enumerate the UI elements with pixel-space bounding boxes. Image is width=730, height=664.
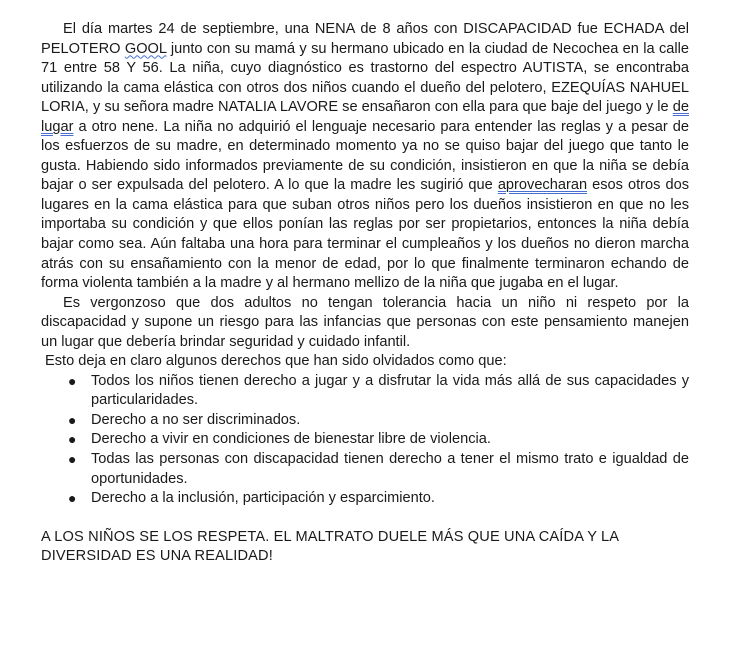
list-item (68, 430, 689, 450)
bullet-icon: ● (68, 431, 77, 448)
list-item (68, 450, 689, 489)
phrase-de-lugar: de lugar (41, 99, 689, 135)
paragraph-incident-part2: junto con su mamá y su hermano ubicado en la ciudad de Necochea en la calle 71 entre 58 Y 56. La niña, cuyo diagnóstico es trastorno del espectro AUTISTA, se encontraba utilizando la cama elástica con otros dos niños cuando el dueño del pelotero, EZEQUÍAS NAHUEL LORIA, y su señora madre NATALIA LAVORE se ensañaron con ella para que baje del juego y le (41, 40, 689, 116)
right-text: Todas las personas con discapacidad tienen derecho a tener el mismo trato e igualdad de oportunidades. (91, 451, 689, 487)
list-item (68, 372, 689, 411)
right-text: Todos los niños tienen derecho a jugar y a disfrutar la vida más allá de sus capacidades y particularidades. (91, 372, 689, 409)
rights-intro: Esto deja en claro algunos derechos que han sido olvidados como que: (45, 353, 507, 370)
bullet-icon: ● (68, 411, 77, 428)
list-item (68, 489, 689, 509)
right-text: Derecho a la inclusión, participación y esparcimiento. (91, 490, 435, 507)
right-text: Derecho a no ser discriminados. (91, 411, 301, 428)
document-body (41, 20, 689, 567)
paragraph-incident-part4: esos otros dos lugares en la cama elástica para que suban otros niños pero los dueños insistieron en que no les importaba su condición y que ellos ponían las reglas por ser propietarios, entonces la niña debía bajar como sea. Aún faltaba una hora para terminar el cumpleaños y los dueños no dieron marcha atrás con su ensañamiento con la menor de edad, por lo que finalmente terminaron echando de forma violenta también a la madre y al hermano mellizo de la niña que jugaba en el lugar. (41, 177, 689, 292)
paragraph-opinion: Es vergonzoso que dos adultos no tengan tolerancia hacia un niño ni respeto por la discapacidad y supone un riesgo para las infancias que personas con este pensamiento manejen un lugar que debería brindar seguridad y cuidado infantil. (41, 294, 689, 350)
paragraph-incident-part3: a otro nene. La niña no adquirió el lenguaje necesario para entender las reglas y a pesar de los esfuerzos de su madre, en determinado momento ya no se quiso bajar del juego que tanto le gusta. Habiendo sido informados previamente de su condición, insistieron en que la niña se debía bajar o ser expulsada del pelotero. A lo que la madre les sugirió que (41, 118, 689, 194)
list-item (68, 411, 689, 431)
bullet-icon: ● (68, 451, 77, 468)
bullet-icon: ● (68, 490, 77, 507)
word-aprovecharan: aprovecharan (497, 177, 588, 194)
rights-list (41, 372, 689, 509)
closing-statement: A LOS NIÑOS SE LOS RESPETA. EL MALTRATO DUELE MÁS QUE UNA CAÍDA Y LA DIVERSIDAD ES UNA REALIDAD! (41, 528, 619, 565)
right-text: Derecho a vivir en condiciones de bienestar libre de violencia. (91, 431, 491, 448)
word-gool: GOOL (124, 40, 167, 57)
paragraph-incident (41, 20, 689, 294)
bullet-icon: ● (68, 372, 77, 389)
paragraph-incident-part1: El día martes 24 de septiembre, una NENA de 8 años con DISCAPACIDAD fue ECHADA del PELOTERO (41, 21, 689, 57)
